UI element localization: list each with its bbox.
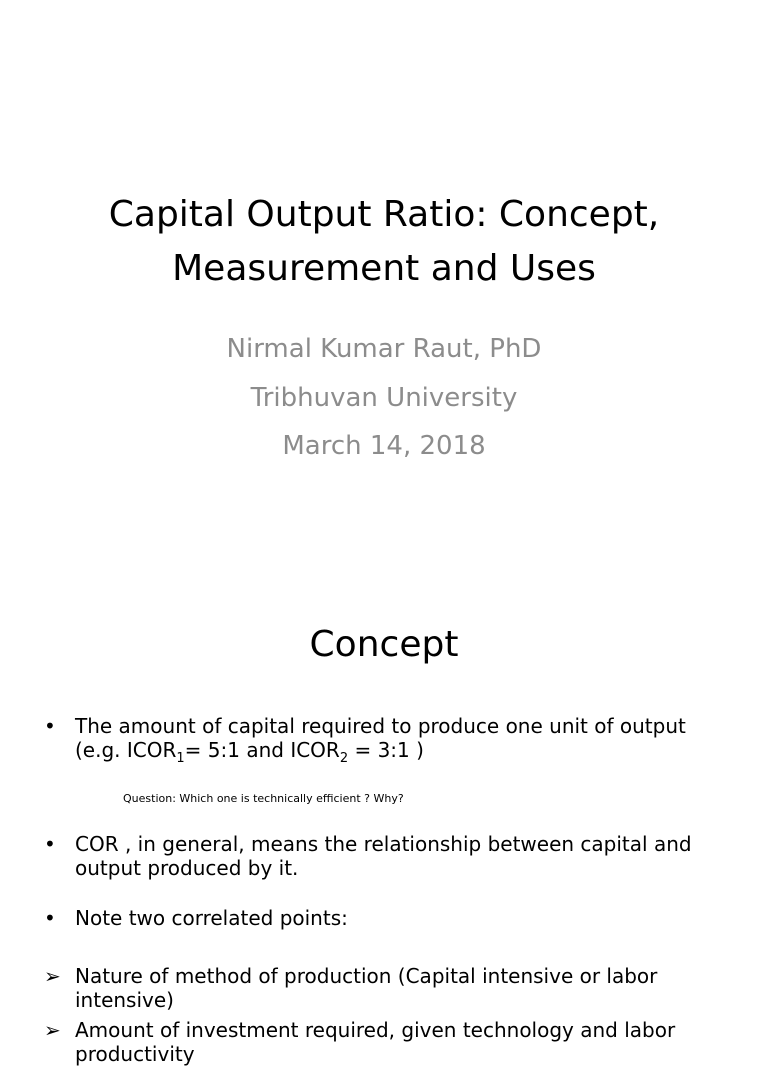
icor-subscript-1: 1 [176,751,185,766]
bullet-text [75,832,745,880]
institution-name: Tribhuvan University [250,383,518,413]
bullet1-line2c: = 3:1 ) [348,738,424,762]
presentation-date: March 14, 2018 [282,431,486,461]
arrow-marker-icon: ➢ [44,1018,61,1042]
icor-subscript-2: 2 [339,751,349,766]
bullet2-line1: COR , in general, means the relationship between capital and [75,832,692,856]
bullet2-line2: output produced by it. [75,856,299,880]
arrow-bullet-text: Amount of investment required, given technology and labor productivity [75,1018,676,1066]
arrow-bullet-text: Nature of method of production (Capital intensive or labor intensive) [75,964,658,1012]
bullet-text: Note two correlated points: [75,906,348,930]
bullet-marker-icon: • [44,832,56,856]
arrow-marker-icon: ➢ [44,964,61,988]
author-name: Nirmal Kumar Raut, PhD [226,334,542,364]
concept-slide [0,576,768,1066]
title-line-2: Measurement and Uses [172,248,596,289]
bullet1-line2b: = 5:1 and ICOR [184,738,340,762]
bullet-marker-icon: • [44,714,56,738]
question-note: Question: Which one is technically efficient ? Why? [123,792,404,805]
bullet1-line2a: (e.g. ICOR [75,738,177,762]
bullet1-line1: The amount of capital required to produce one unit of output [75,714,686,738]
title-line-1: Capital Output Ratio: Concept, [108,194,660,235]
slide-heading: Concept [309,624,459,665]
bullet-text [75,714,745,766]
slide-title [40,188,728,296]
bullet-marker-icon: • [44,906,56,930]
